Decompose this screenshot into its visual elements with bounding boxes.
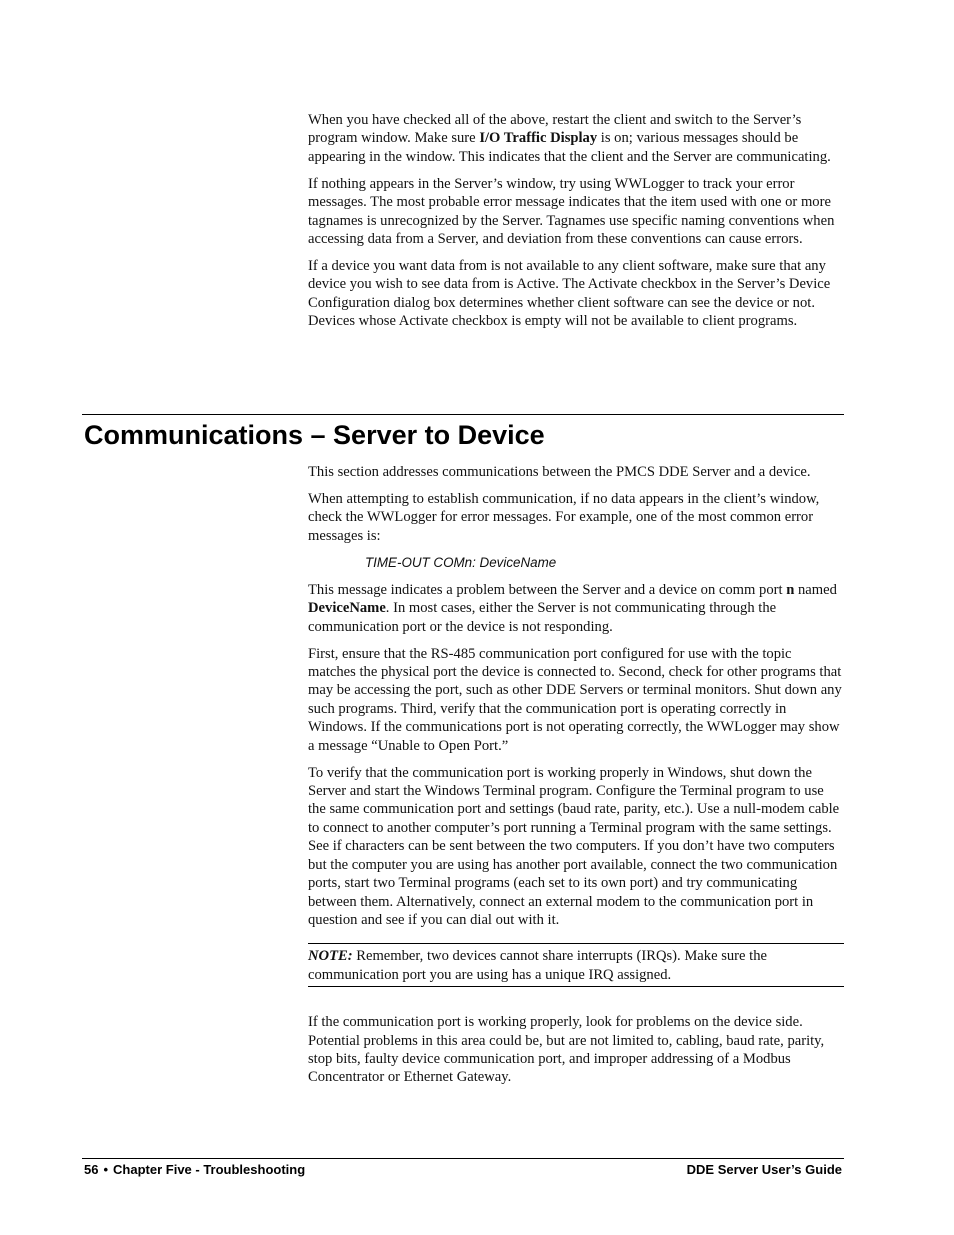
section-divider [82,414,844,415]
section-paragraph-6: If the communication port is working properly, look for problems on the device side. Potential problems in this area could be, but are not limited to, cabling, baud rate, parity, stop bits, faulty device communication port, and improper addressing of a Modbus Concentrator or Ethernet Gateway. [308,1014,825,1086]
footer-guide-title: DDE Server User’s Guide [686,1162,842,1177]
section-paragraph-1: This section addresses communications between the PMCS DDE Server and a device. [308,464,811,480]
footer-bullet: • [103,1162,109,1177]
intro-paragraph-1: When you have checked all of the above, restart the client and switch to the Server’s program window. Make sure I/O Traffic Display is on; various messages should be appearing in the window. This indicates that the client and the Server are communicating. [308,112,831,165]
intro-paragraph-2: If nothing appears in the Server’s window, try using WWLogger to track your error messages. The most probable error message indicates that the item used with one or more tagnames is unrecognized by the Server. Tagnames use specific naming conventions when accessing data from a Server, and deviation from these conventions can cause errors. [308,175,835,248]
footer-chapter [84,1161,305,1179]
footer-divider [82,1158,844,1159]
section-paragraph-3: This message indicates a problem between the Server and a device on comm port n named DeviceName. In most cases, either the Server is not communicating through the communication port or the device is not responding. [308,581,837,635]
io-traffic-display-term: I/O Traffic Display [479,130,598,147]
section-paragraph-5: To verify that the communication port is working properly in Windows, shut down the Server and start the Windows Terminal program. Configure the Terminal program to use the same communication port and settings (baud rate, parity, etc.). Use a null-modem cable to connect to another computer’s port running a Terminal program with the same settings. See if characters can be sent between the two computers. If you don’t have two computers but the computer you are using has another port available, connect the two communication ports, start two Terminal programs (each set to its own port) and try communicating between them. Alternatively, connect an external modem to the communication port in question and see if you can dial out with it. [308,764,840,928]
note-label: NOTE: [308,948,353,965]
note-text: Remember, two devices cannot share interrupts (IRQs). Make sure the communication port you are using has a unique IRQ assigned. [308,948,767,983]
error-message-example: TIME-OUT COMn: DeviceName [365,554,557,570]
section-paragraph-4: First, ensure that the RS-485 communication port configured for use with the topic matches the physical port the device is connected to. Second, check for other programs that may be accessing the port, such as other DDE Servers or terminal monitors. Shut down any such programs. Third, verify that the communication port is operating correctly in Windows. If the communications port is not operating correctly, the WWLogger may show a message “Unable to Open Port.” [308,645,842,754]
intro-text [308,111,842,339]
section-heading: Communications – Server to Device [84,420,545,450]
page-number: 56 [84,1162,99,1177]
intro-paragraph-3: If a device you want data from is not available to any client software, make sure that any device you wish to see data from is Active. The Activate checkbox in the Server’s Device Configuration dialog box determines whether client software can see the device or not. Devices whose Activate checkbox is empty will not be available to client programs. [308,258,831,330]
section-body [308,463,842,1095]
section-paragraph-2: When attempting to establish communication, if no data appears in the client’s window, check the WWLogger for error messages. For example, one of the most common error messages is: [308,491,820,544]
chapter-title: Chapter Five - Troubleshooting [113,1162,306,1177]
note-box [308,943,844,987]
